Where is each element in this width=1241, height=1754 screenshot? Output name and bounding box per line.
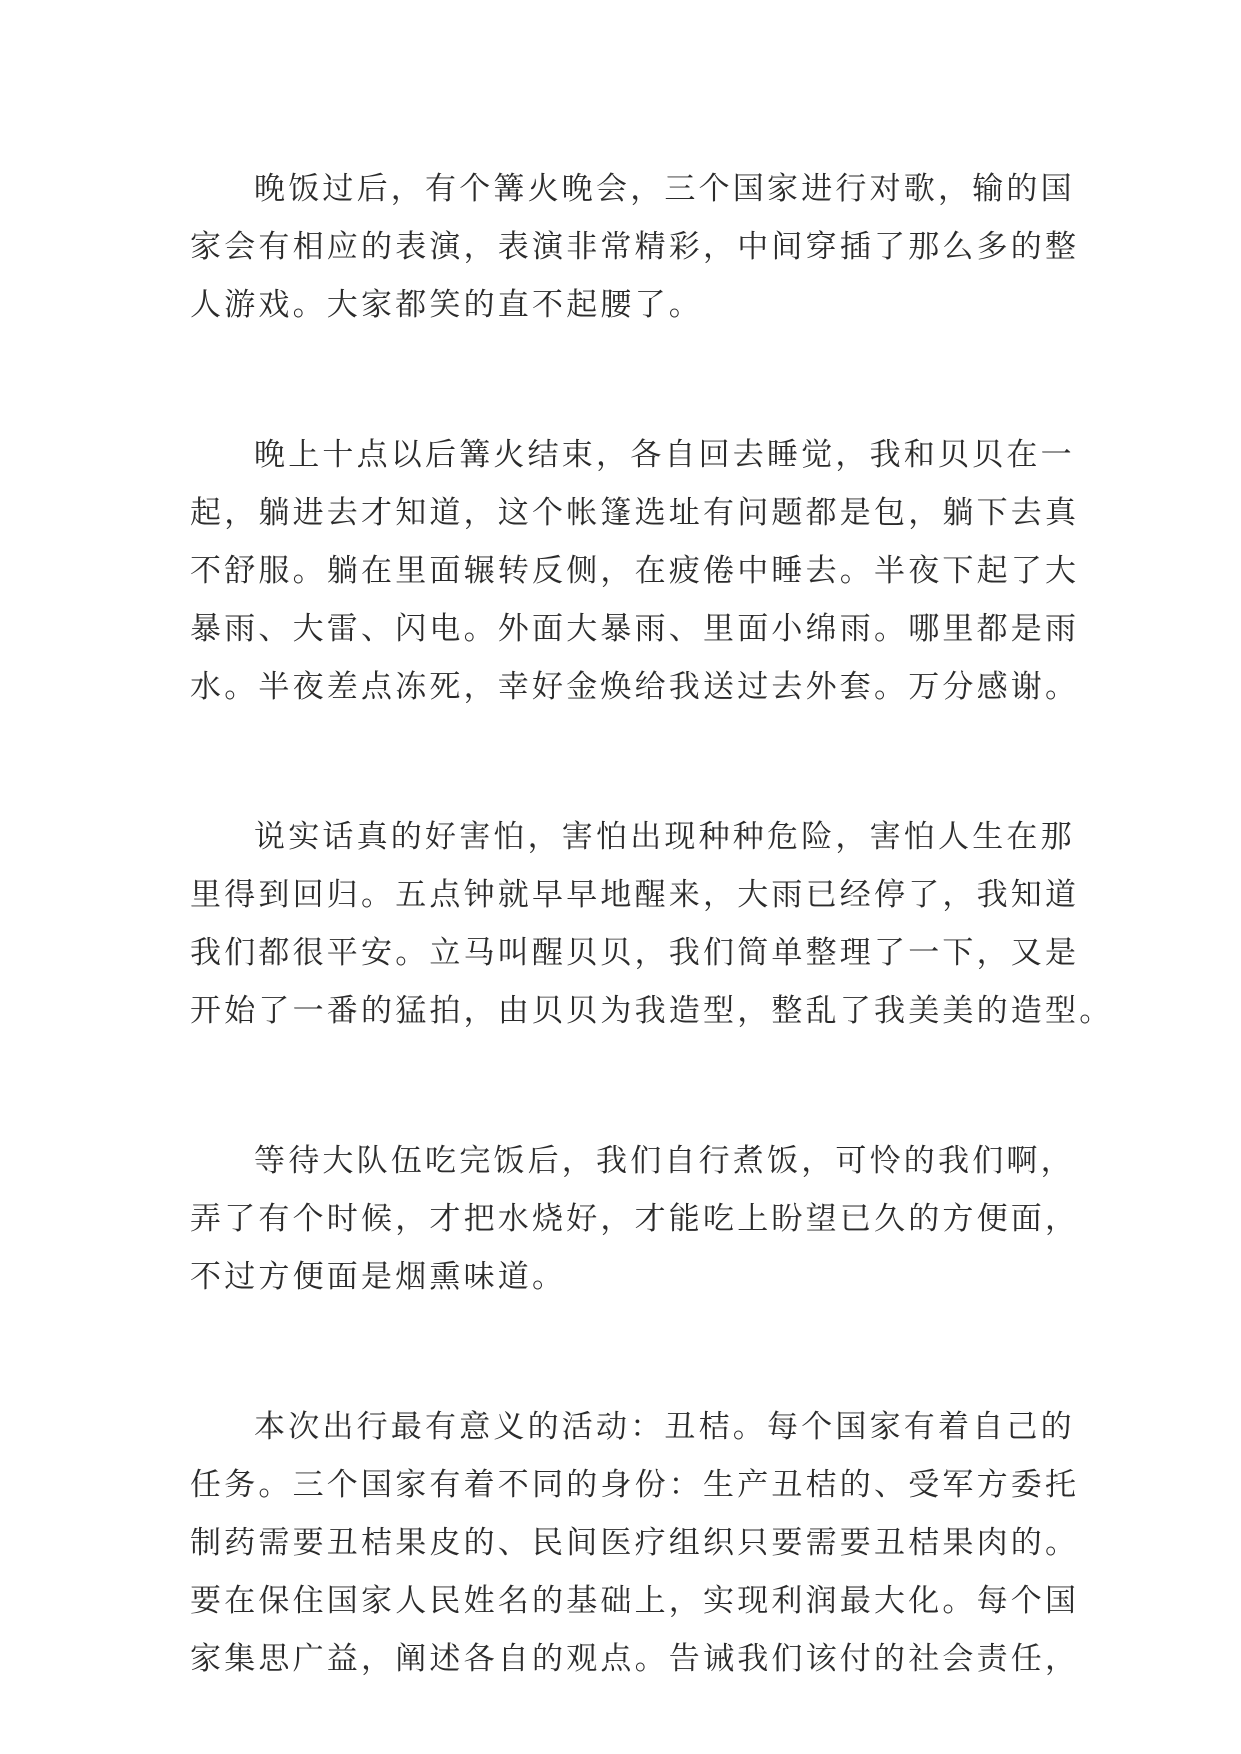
text-line: 不过方便面是烟熏味道。 — [190, 1259, 567, 1295]
paragraph-gap — [190, 1040, 1070, 1132]
paragraph-breakfast — [190, 1132, 1080, 1306]
text-line: 等待大队伍吃完饭后，我们自行煮饭，可怜的我们啊， — [254, 1143, 1075, 1179]
text-line: 本次出行最有意义的活动：丑桔。每个国家有着自己的 — [254, 1409, 1075, 1445]
text-line: 起，躺进去才知道，这个帐篷选址有问题都是包，躺下去真 — [190, 495, 1080, 531]
paragraph-gap — [190, 334, 1070, 426]
text-line: 要在保住国家人民姓名的基础上，实现利润最大化。每个国 — [190, 1583, 1080, 1619]
text-line: 制药需要丑桔果皮的、民间医疗组织只要需要丑桔果肉的。 — [190, 1525, 1080, 1561]
text-line: 晚饭过后，有个篝火晚会，三个国家进行对歌，输的国 — [254, 171, 1075, 207]
paragraph-gap — [190, 716, 1070, 808]
document-body — [190, 160, 1114, 1688]
text-line: 水。半夜差点冻死，幸好金焕给我送过去外套。万分感谢。 — [190, 669, 1080, 705]
text-line: 家集思广益，阐述各自的观点。告诫我们该付的社会责任， — [190, 1641, 1080, 1677]
paragraph-morning — [190, 808, 1114, 1040]
text-line: 里得到回归。五点钟就早早地醒来，大雨已经停了，我知道 — [190, 877, 1080, 913]
text-line: 家会有相应的表演，表演非常精彩，中间穿插了那么多的整 — [190, 229, 1080, 265]
text-line: 人游戏。大家都笑的直不起腰了。 — [190, 287, 703, 323]
paragraph-night-storm — [190, 426, 1080, 716]
text-line: 开始了一番的猛拍，由贝贝为我造型，整乱了我美美的造型。 — [190, 993, 1114, 1029]
paragraph-activity — [190, 1398, 1080, 1688]
text-line: 任务。三个国家有着不同的身份：生产丑桔的、受军方委托 — [190, 1467, 1080, 1503]
text-line: 暴雨、大雷、闪电。外面大暴雨、里面小绵雨。哪里都是雨 — [190, 611, 1080, 647]
paragraph-bonfire — [190, 160, 1080, 334]
text-line: 晚上十点以后篝火结束，各自回去睡觉，我和贝贝在一 — [254, 437, 1075, 473]
text-line: 弄了有个时候，才把水烧好，才能吃上盼望已久的方便面， — [190, 1201, 1080, 1237]
text-line: 不舒服。躺在里面辗转反侧，在疲倦中睡去。半夜下起了大 — [190, 553, 1080, 589]
text-line: 说实话真的好害怕，害怕出现种种危险，害怕人生在那 — [254, 819, 1075, 855]
text-line: 我们都很平安。立马叫醒贝贝，我们简单整理了一下，又是 — [190, 935, 1080, 971]
paragraph-gap — [190, 1306, 1070, 1398]
